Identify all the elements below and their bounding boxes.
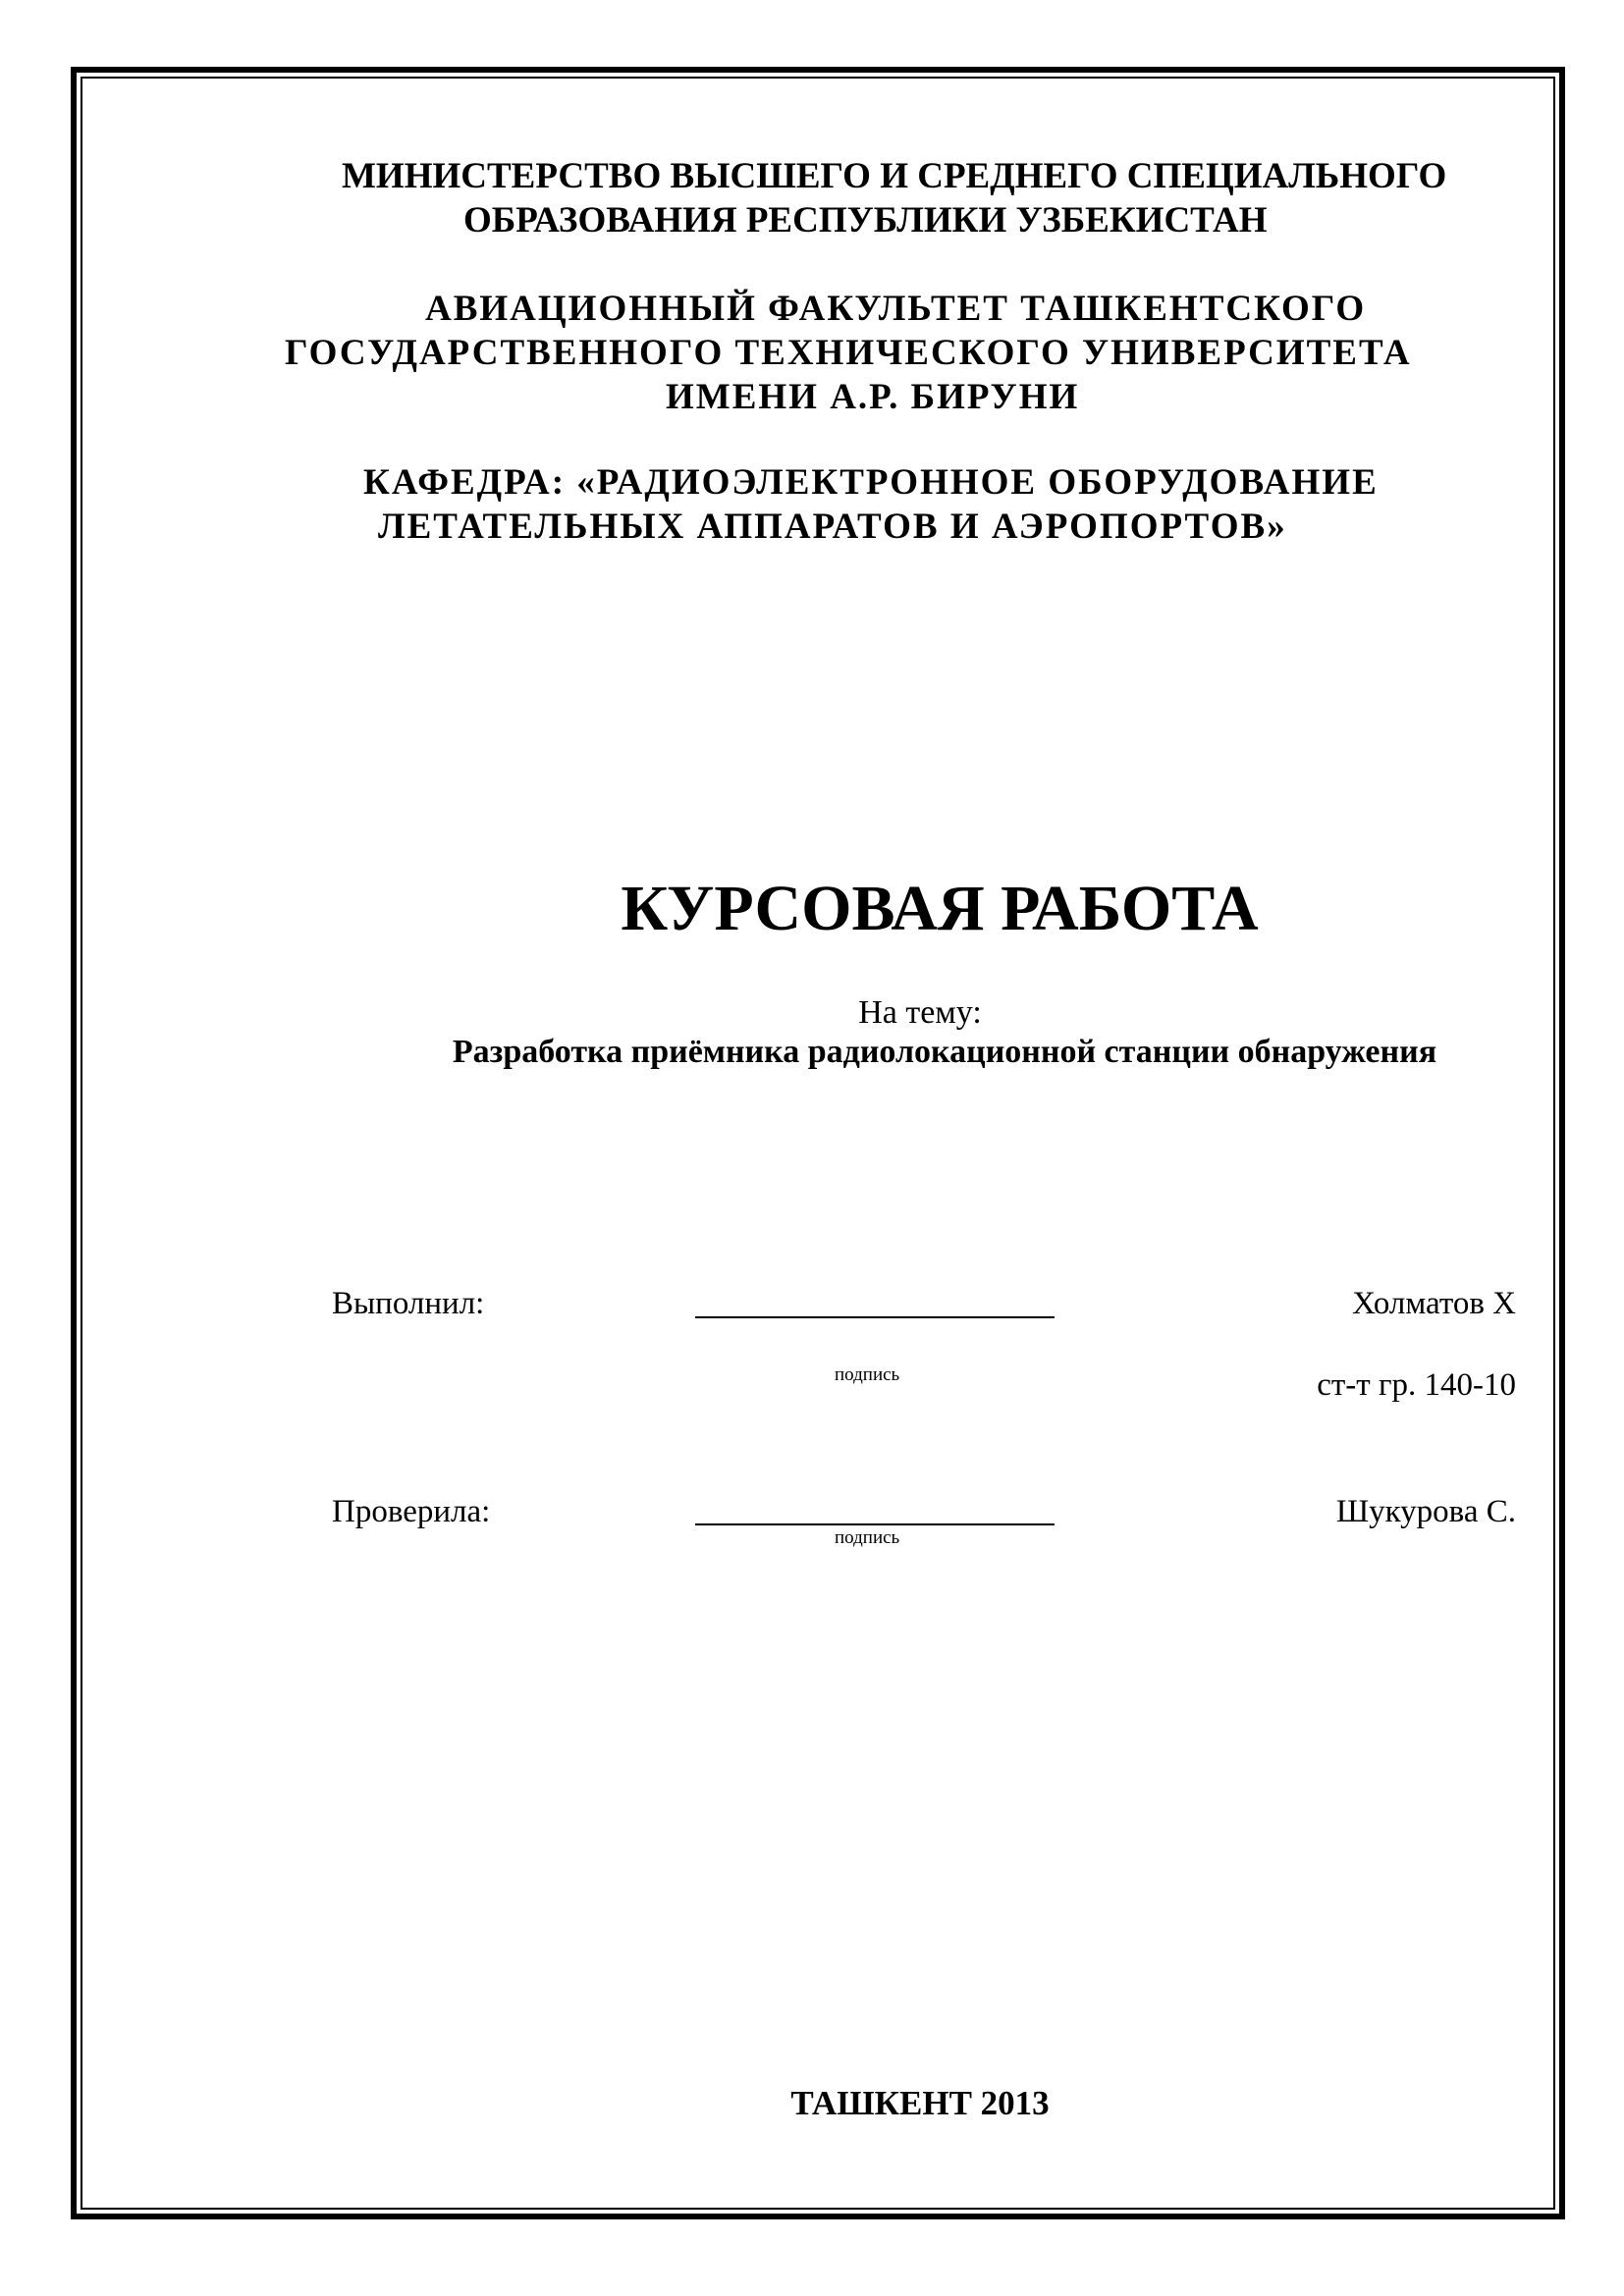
checked-signature-line — [695, 1523, 1055, 1525]
faculty-line-1: АВИАЦИОННЫЙ ФАКУЛЬТЕТ ТАШКЕНТСКОГО — [425, 289, 1367, 329]
topic-label: На тему: — [858, 994, 982, 1031]
performed-name: Холматов Х — [1352, 1286, 1516, 1321]
performed-signature-line — [695, 1316, 1055, 1318]
performed-label: Выполнил: — [332, 1286, 485, 1321]
document-title: КУРСОВАЯ РАБОТА — [621, 873, 1259, 944]
department-line-2: ЛЕТАТЕЛЬНЫХ АППАРАТОВ И АЭРОПОРТОВ» — [378, 507, 1287, 547]
checked-label: Проверила: — [332, 1494, 491, 1529]
department-line-1: КАФЕДРА: «РАДИОЭЛЕКТРОННОЕ ОБОРУДОВАНИЕ — [363, 462, 1379, 503]
checked-signature-caption: подпись — [835, 1527, 900, 1548]
performed-group: ст-т гр. 140-10 — [1317, 1367, 1516, 1403]
faculty-line-3: ИМЕНИ А.Р. БИРУНИ — [666, 377, 1080, 417]
faculty-line-2: ГОСУДАРСТВЕННОГО ТЕХНИЧЕСКОГО УНИВЕРСИТЕТА — [285, 333, 1412, 373]
city-year: ТАШКЕНТ 2013 — [790, 2084, 1050, 2122]
topic-text: Разработка приёмника радиолокационной станции обнаружения — [452, 1034, 1437, 1070]
ministry-line-1: МИНИСТЕРСТВО ВЫСШЕГО И СРЕДНЕГО СПЕЦИАЛЬНОГО — [342, 156, 1447, 196]
performed-signature-caption: подпись — [835, 1364, 900, 1385]
ministry-line-2: ОБРАЗОВАНИЯ РЕСПУБЛИКИ УЗБЕКИСТАН — [463, 200, 1268, 240]
checked-name: Шукурова С. — [1335, 1494, 1516, 1529]
